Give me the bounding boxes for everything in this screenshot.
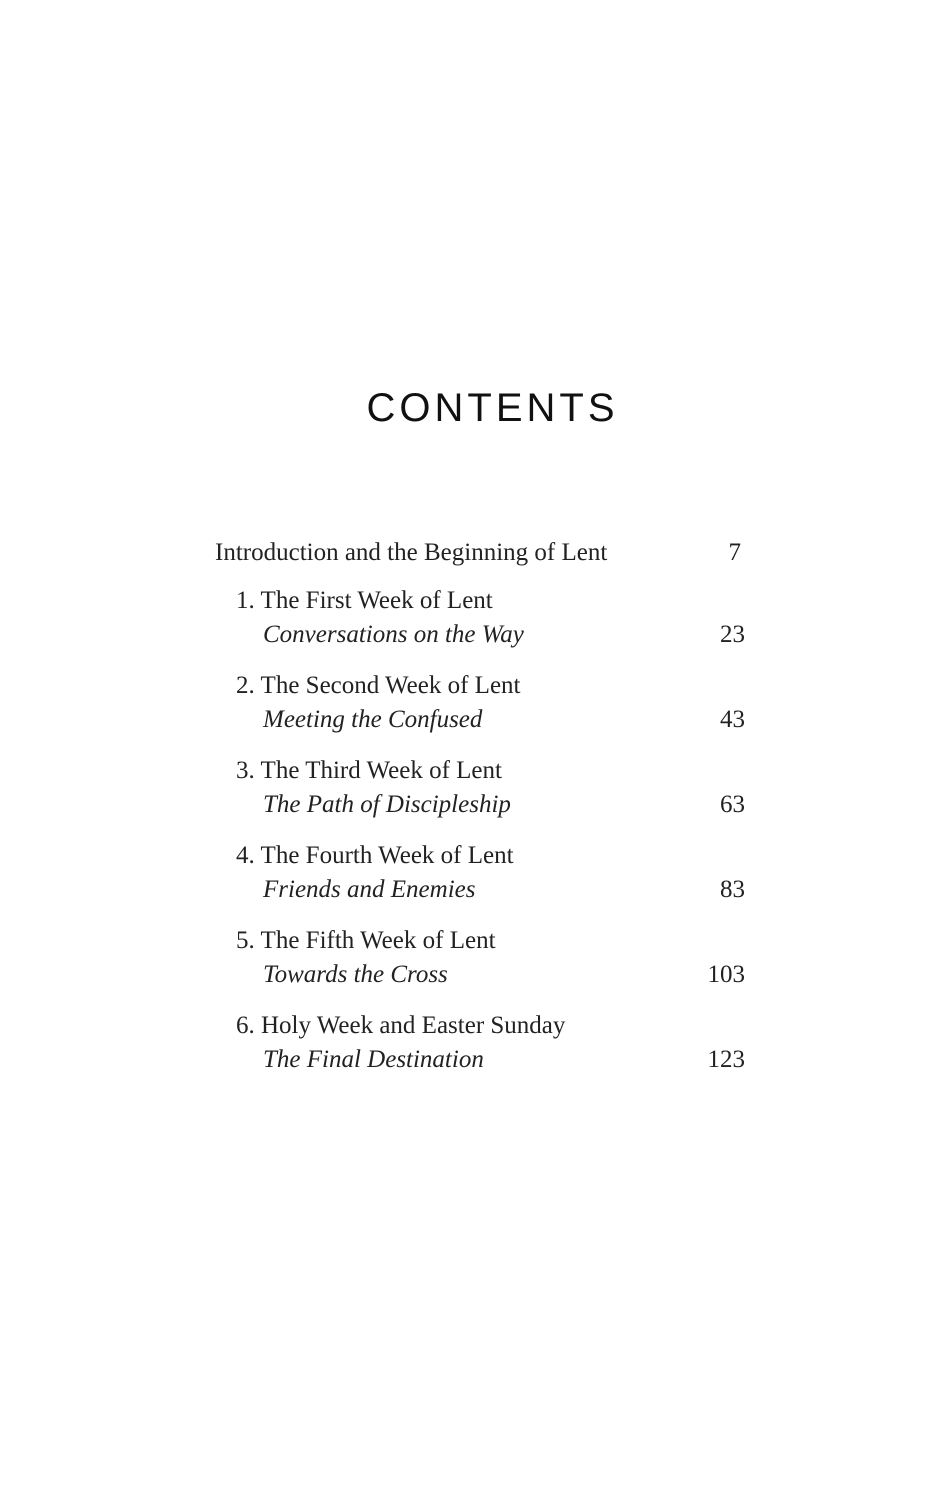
chapter-title: 4. The Fourth Week of Lent (236, 842, 514, 869)
toc-entry-chapter-6 (215, 1009, 745, 1077)
toc-entry-chapter-5 (215, 924, 745, 992)
chapter-title: 6. Holy Week and Easter Sunday (236, 1012, 566, 1039)
toc-page-number: 123 (707, 1046, 745, 1073)
toc-entry-chapter-3 (215, 754, 745, 822)
table-of-contents (215, 533, 745, 1077)
toc-entry-introduction (215, 533, 745, 573)
chapter-subtitle: Conversations on the Way (263, 621, 524, 648)
chapter-subtitle: Meeting the Confused (263, 706, 483, 733)
toc-entry-title: Introduction and the Beginning of Lent (215, 539, 608, 566)
toc-page-number: 7 (728, 539, 741, 566)
toc-page-number: 63 (720, 791, 745, 818)
toc-page-number: 43 (720, 706, 745, 733)
toc-entry-chapter-4 (215, 839, 745, 907)
chapter-title: 3. The Third Week of Lent (236, 757, 502, 784)
page-title: CONTENTS (366, 386, 619, 430)
chapter-title: 5. The Fifth Week of Lent (236, 927, 496, 954)
chapter-subtitle: The Path of Discipleship (263, 791, 511, 818)
chapter-title: 1. The First Week of Lent (236, 587, 493, 614)
chapter-title: 2. The Second Week of Lent (236, 672, 521, 699)
toc-entry-chapter-2 (215, 669, 745, 737)
toc-entry-chapter-1 (215, 584, 745, 652)
toc-page-number: 83 (720, 876, 745, 903)
chapter-subtitle: Towards the Cross (263, 961, 448, 988)
chapter-subtitle: The Final Destination (263, 1046, 484, 1073)
toc-page-number: 23 (720, 621, 745, 648)
toc-page-number: 103 (707, 961, 745, 988)
chapter-subtitle: Friends and Enemies (263, 876, 476, 903)
